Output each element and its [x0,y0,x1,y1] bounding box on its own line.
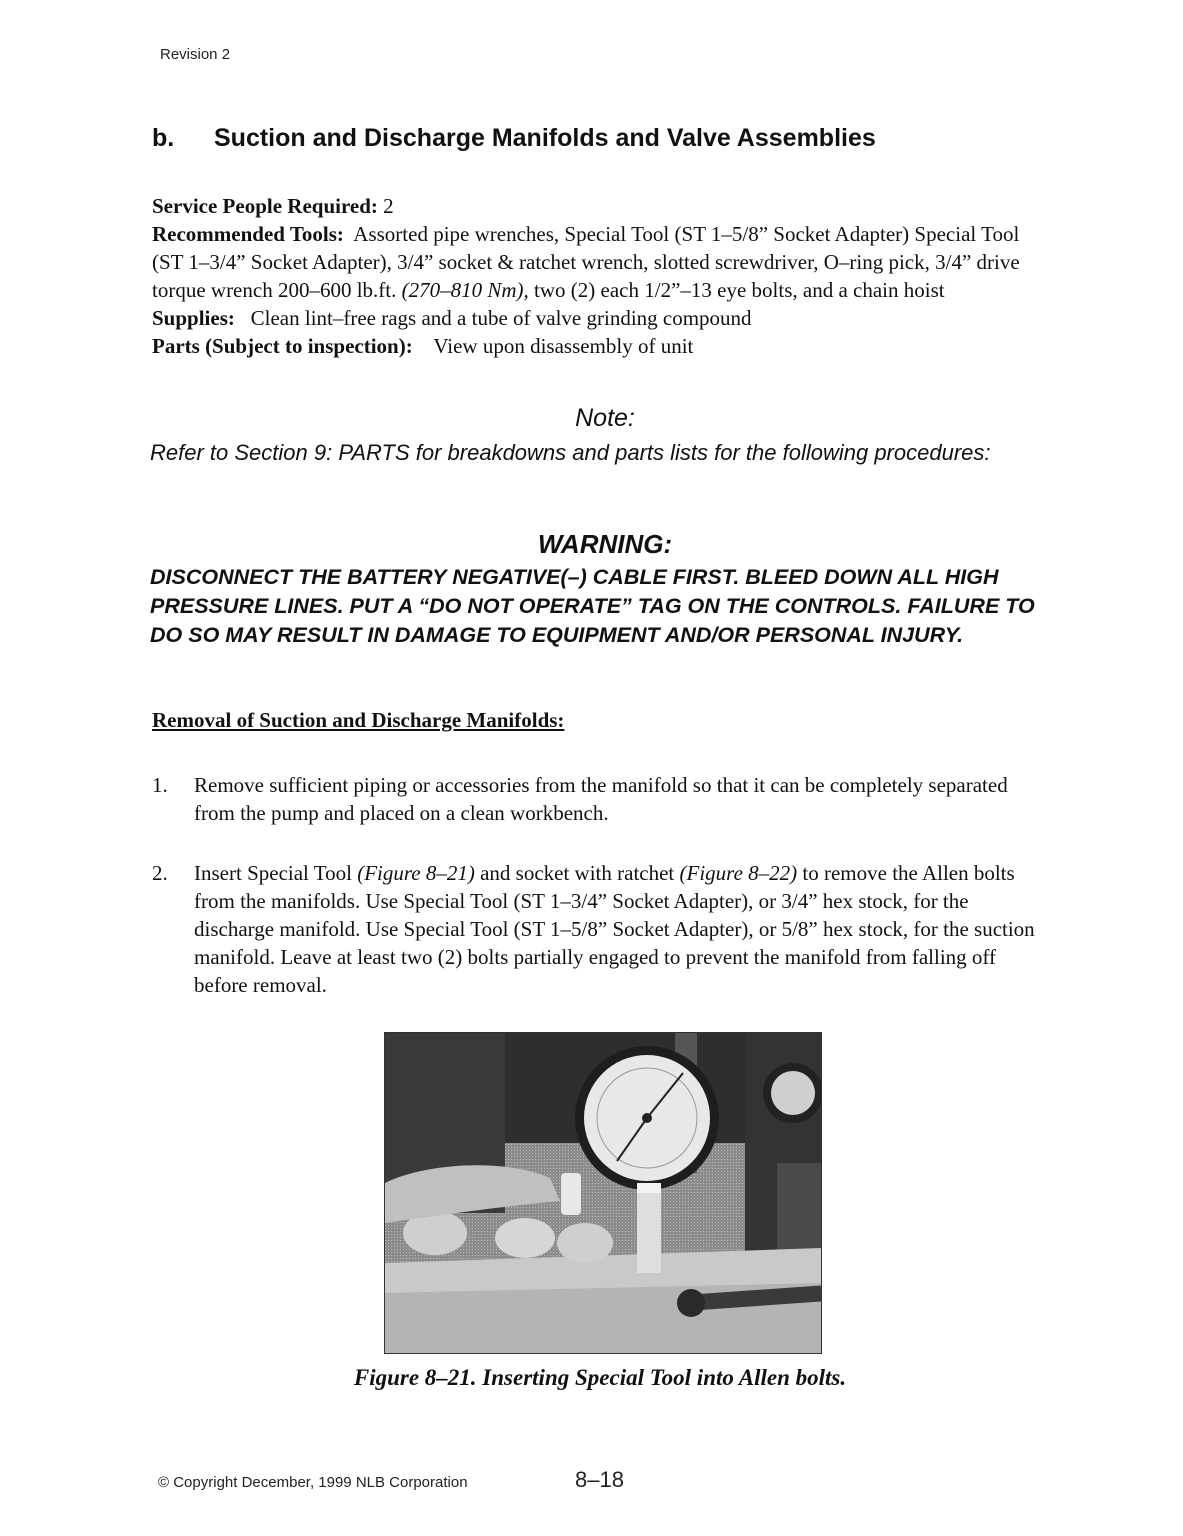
note-body: Refer to Section 9: PARTS for breakdowns and parts lists for the following procedures: [150,440,991,465]
removal-heading: Removal of Suction and Discharge Manifolds: [152,708,565,732]
list-item [152,859,1052,999]
supplies-label: Supplies: [152,306,235,330]
gauge-photo-illustration [385,1033,821,1353]
warning-title: WARNING: [537,529,673,559]
tools-label: Recommended Tools: [152,222,344,246]
list-item [152,771,1052,827]
figure-caption: Figure 8–21. Inserting Special Tool into Allen bolts. [353,1365,847,1390]
step-text-c: to remove the Allen bolts from the manifolds. Use Special Tool (ST 1–3/4” Socket Adapter), or 3/4” hex stock, for the discharge manifold. Use Special Tool (ST 1–5/8” Socket Adapter), or 5/8” hex stock, for the suction manifold. Leave at least two (2) bolts partially engaged to prevent the manifold from falling off before removal. [194,861,1035,997]
warning-body: DISCONNECT THE BATTERY NEGATIVE(–) CABLE FIRST. BLEED DOWN ALL HIGH PRESSURE LINES. PUT A “DO NOT OPERATE” TAG ON THE CONTROLS. FAILURE TO DO SO MAY RESULT IN DAMAGE TO EQUIPMENT AND/OR PERSONAL INJURY. [150,565,1035,647]
section-title [152,124,876,153]
step-text [194,859,1052,999]
step-number: 2. [152,861,168,885]
page-number: 8–18 [575,1467,624,1492]
figure-ref-8-22: (Figure 8–22) [679,861,798,885]
supplies-line [152,304,1052,332]
supplies-value: Clean lint–free rags and a tube of valve grinding compound [250,306,752,330]
requirements-block [152,192,1052,360]
section-title-text: Suction and Discharge Manifolds and Valve Assemblies [214,124,876,152]
step-text: Remove sufficient piping or accessories from the manifold so that it can be completely separated from the pump and placed on a clean workbench. [194,773,1008,825]
note-title: Note: [575,404,635,432]
figure-ref-8-21: (Figure 8–21) [357,861,475,885]
revision-label: Revision 2 [160,46,231,63]
copyright-notice: © Copyright December, 1999 NLB Corporation [158,1474,468,1491]
parts-value: View upon disassembly of unit [433,334,694,358]
parts-line [152,332,1052,360]
parts-label: Parts (Subject to inspection): [152,334,413,358]
step-number: 1. [152,773,168,797]
step-text-b: and socket with ratchet [480,861,675,885]
tools-torque-metric: (270–810 Nm), [401,278,529,302]
people-value: 2 [383,194,394,218]
people-label: Service People Required: [152,194,378,218]
section-letter: b. [152,124,175,152]
people-line [152,192,1052,220]
tools-line [152,220,1052,304]
tools-text-2: two (2) each 1/2”–13 eye bolts, and a chain hoist [534,278,945,302]
step-text-a: Insert Special Tool [194,861,352,885]
tools-text-1: Assorted pipe wrenches, Special Tool (ST 1–5/8” Socket Adapter) Special Tool (ST 1–3/4” Socket Adapter), 3/4” socket & ratchet wrench, slotted screwdriver, O–ring pick, 3/4” drive torque wrench 200–600 lb.ft. [152,222,1020,302]
figure-photo [384,1032,822,1354]
